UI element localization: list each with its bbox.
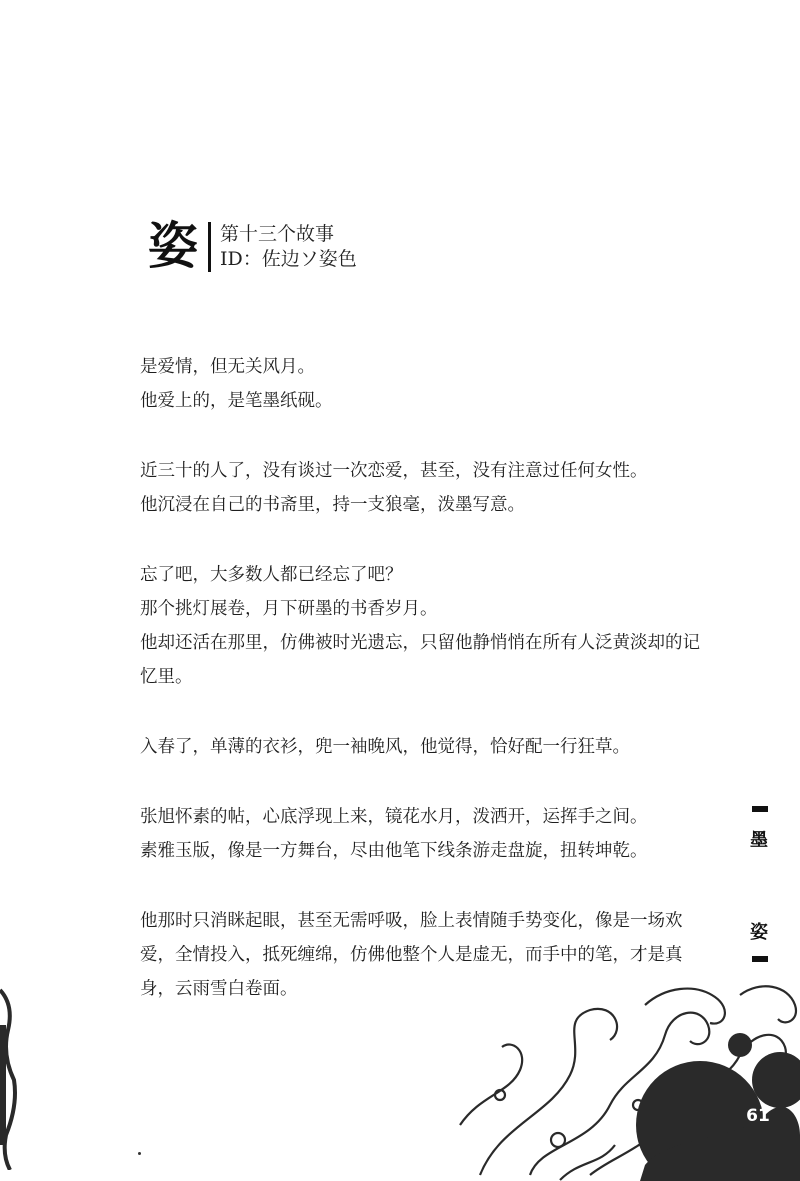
text-line: 素雅玉版，像是一方舞台，尽由他笔下线条游走盘旋，扭转坤乾。 bbox=[140, 841, 648, 861]
paragraph-1 bbox=[140, 350, 700, 418]
paragraph-2 bbox=[140, 454, 700, 522]
text-line: 入春了，单薄的衣衫，兜一袖晚风，他觉得，恰好配一行狂草。 bbox=[140, 737, 630, 757]
paragraph-5 bbox=[140, 800, 700, 868]
story-body bbox=[140, 350, 700, 1042]
text-line: 他沉浸在自己的书斋里，持一支狼毫，泼墨写意。 bbox=[140, 495, 525, 515]
text-line: 他却还活在那里，仿佛被时光遗忘，只留他静悄悄在所有人泛黄淡却的记忆里。 bbox=[140, 633, 700, 687]
story-subtitle: 第十三个故事 bbox=[220, 223, 335, 245]
side-tab-bracket-top bbox=[752, 806, 768, 812]
title-divider bbox=[208, 222, 211, 272]
floral-swirl-ornament-icon bbox=[440, 975, 800, 1181]
text-line: 那个挑灯展卷，月下研墨的书香岁月。 bbox=[140, 599, 438, 619]
text-line: 近三十的人了，没有谈过一次恋爱，甚至，没有注意过任何女性。 bbox=[140, 461, 648, 481]
side-tab-char-2: 姿 bbox=[750, 922, 768, 943]
side-tab-bracket-bottom bbox=[752, 956, 768, 962]
text-line: 张旭怀素的帖，心底浮现上来，镜花水月，泼洒开，运挥手之间。 bbox=[140, 807, 648, 827]
page-number: 61 bbox=[746, 1106, 770, 1126]
story-meta bbox=[220, 222, 357, 272]
text-line: 忘了吧，大多数人都已经忘了吧？ bbox=[140, 565, 403, 585]
print-speck bbox=[138, 1152, 141, 1155]
left-edge-ornament-icon bbox=[0, 985, 20, 1170]
paragraph-3 bbox=[140, 558, 700, 694]
paragraph-4 bbox=[140, 730, 700, 764]
text-line: 他爱上的，是笔墨纸砚。 bbox=[140, 391, 333, 411]
text-line: 是爱情，但无关风月。 bbox=[140, 357, 315, 377]
side-tab-char-1: 墨 bbox=[750, 830, 768, 851]
text-line: 他那时只消眯起眼，甚至无需呼吸，脸上表情随手势变化，像是一场欢爱，全情投入，抵死缠绵，仿佛他整个人是虚无，而手中的笔，才是真身，云雨雪白卷面。 bbox=[140, 911, 683, 999]
chapter-side-tab bbox=[744, 806, 774, 966]
story-title-char: 姿 bbox=[148, 216, 198, 275]
story-author: ID：佐边ソ姿色 bbox=[220, 248, 357, 270]
